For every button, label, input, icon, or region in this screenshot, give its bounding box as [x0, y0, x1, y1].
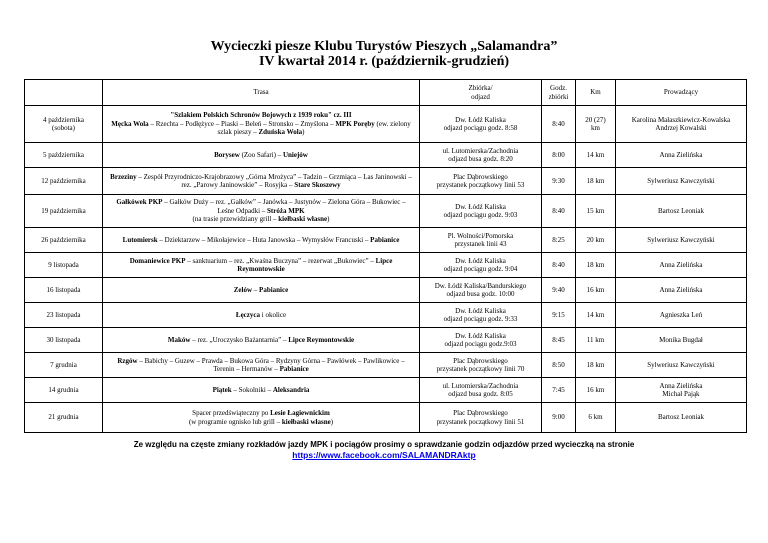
- date-cell: 19 października: [25, 195, 103, 228]
- table-row: [25, 353, 747, 378]
- date-cell: 23 listopada: [25, 303, 103, 328]
- table-row: [25, 403, 747, 433]
- route-cell: Gałkówek PKP – Gałków Duży – rez. „Gałków” – Janówka – Justynów – Zielona Góra – Bukowiec – Leśne Odpadki – Stróża MPK (na trasie przewidziany grill – kiełbaski własne): [103, 195, 420, 228]
- time-cell: 8:00: [542, 143, 576, 168]
- km-cell: 18 km: [576, 168, 616, 195]
- route-cell: Łęczyca i okolice: [103, 303, 420, 328]
- meeting-cell: ul. Lutomierska/Zachodnia odjazd busa godz. 8:05: [420, 378, 542, 403]
- route-cell: Lutomiersk – Dziektarzew – Mikołajewice – Huta Janowska – Wymysłów Francuski – Pabianice: [103, 228, 420, 253]
- meeting-cell: ul. Lutomierska/Zachodnia odjazd busa godz. 8:20: [420, 143, 542, 168]
- table-row: [25, 168, 747, 195]
- time-cell: 9:00: [542, 403, 576, 433]
- km-cell: 14 km: [576, 303, 616, 328]
- footer-text: Ze względu na częste zmiany rozkładów jazdy MPK i pociągów prosimy o sprawdzanie godzin odjazdów przed wycieczką na stronie: [133, 440, 635, 449]
- date-cell: 12 października: [25, 168, 103, 195]
- meeting-cell: Plac Dąbrowskiego przystanek początkowy linii 51: [420, 403, 542, 433]
- meeting-cell: Pl. Wolności/Pomorska przystanek linii 43: [420, 228, 542, 253]
- meeting-cell: Dw. Łódź Kaliska odjazd pociągu godz. 8:58: [420, 106, 542, 143]
- time-cell: 8:45: [542, 328, 576, 353]
- meeting-cell: Dw. Łódź Kaliska odjazd pociągu godz. 9:04: [420, 253, 542, 278]
- table-row: [25, 253, 747, 278]
- schedule-table: [24, 79, 747, 433]
- km-cell: 11 km: [576, 328, 616, 353]
- guide-cell: Anna Zielińska: [616, 278, 747, 303]
- facebook-link[interactable]: https://www.facebook.com/SALAMANDRAktp: [292, 450, 476, 460]
- guide-cell: Anna Zielińska Michał Pająk: [616, 378, 747, 403]
- meeting-cell: Dw. Łódź Kaliska odjazd pociągu godz. 9:03: [420, 195, 542, 228]
- route-cell: Borysew (Zoo Safari) – Uniejów: [103, 143, 420, 168]
- date-cell: 7 grudnia: [25, 353, 103, 378]
- route-cell: Rzgów – Babichy – Guzew – Prawda – Bukowa Góra – Rydzyny Górna – Pawłówek – Pawlikowice – Terenin – Hermanów – Pabianice: [103, 353, 420, 378]
- table-row: [25, 106, 747, 143]
- date-cell: 5 października: [25, 143, 103, 168]
- guide-cell: Agnieszka Leń: [616, 303, 747, 328]
- footer-note: [0, 440, 768, 460]
- time-cell: 8:40: [542, 195, 576, 228]
- date-cell: 26 października: [25, 228, 103, 253]
- meeting-cell: Dw. Łódź Kaliska odjazd pociągu godz. 9:33: [420, 303, 542, 328]
- table-row: [25, 378, 747, 403]
- route-cell: Domaniewice PKP – sanktuarium – rez. „Kwaśna Buczyna” – rezerwat „Bukowiec” – Lipce Reymontowskie: [103, 253, 420, 278]
- meeting-cell: Plac Dąbrowskiego przystanek początkowy linii 70: [420, 353, 542, 378]
- guide-cell: Bartosz Leoniak: [616, 403, 747, 433]
- km-cell: 16 km: [576, 278, 616, 303]
- time-cell: 9:15: [542, 303, 576, 328]
- time-cell: 9:40: [542, 278, 576, 303]
- header-row: [25, 80, 747, 106]
- title-line-1: Wycieczki piesze Klubu Turystów Pieszych „Salamandra”: [210, 39, 558, 54]
- time-cell: 8:25: [542, 228, 576, 253]
- km-cell: 20 (27) km: [576, 106, 616, 143]
- table-row: [25, 143, 747, 168]
- date-header: [25, 80, 103, 106]
- route-cell: Spacer przedświąteczny po Lesie Łagiewnickim (w programie ognisko lub grill – kiełbaski własne): [103, 403, 420, 433]
- time-cell: 9:30: [542, 168, 576, 195]
- km-cell: 6 km: [576, 403, 616, 433]
- date-cell: 4 października (sobota): [25, 106, 103, 143]
- table-row: [25, 278, 747, 303]
- guide-cell: Monika Bugdał: [616, 328, 747, 353]
- km-cell: 15 km: [576, 195, 616, 228]
- page-title: [0, 39, 768, 69]
- guide-cell: Anna Zielińska: [616, 143, 747, 168]
- time-cell: 8:40: [542, 106, 576, 143]
- meeting-cell: Dw. Łódź Kaliska odjazd pociągu godz.9:03: [420, 328, 542, 353]
- table-row: [25, 228, 747, 253]
- date-cell: 14 grudnia: [25, 378, 103, 403]
- date-cell: 16 listopada: [25, 278, 103, 303]
- route-cell: Piątek – Sokolniki – Aleksandria: [103, 378, 420, 403]
- time-cell: 8:40: [542, 253, 576, 278]
- km-cell: 16 km: [576, 378, 616, 403]
- guide-cell: Sylweriusz Kawczyński: [616, 353, 747, 378]
- guide-header: Prowadzący: [616, 80, 747, 106]
- table-row: [25, 328, 747, 353]
- guide-cell: Sylweriusz Kawczyński: [616, 228, 747, 253]
- route-header: Trasa: [103, 80, 420, 106]
- meeting-cell: Dw. Łódź Kaliska/Bandurskiego odjazd busa godz. 10:00: [420, 278, 542, 303]
- table-row: [25, 303, 747, 328]
- km-cell: 18 km: [576, 353, 616, 378]
- date-cell: 21 grudnia: [25, 403, 103, 433]
- table-row: [25, 195, 747, 228]
- guide-cell: Bartosz Leoniak: [616, 195, 747, 228]
- time-cell: 7:45: [542, 378, 576, 403]
- km-header: Km: [576, 80, 616, 106]
- guide-cell: Sylweriusz Kawczyński: [616, 168, 747, 195]
- date-cell: 9 listopada: [25, 253, 103, 278]
- km-cell: 18 km: [576, 253, 616, 278]
- route-cell: "Szlakiem Polskich Schronów Bojowych z 1939 roku" cz. III Męcka Wola – Rzechta – Podłężyce – Piaski – Beleń – Stronsko – Zmyślona – MPK Poręby (ew. zielony szlak pieszy – Zduńska Wola): [103, 106, 420, 143]
- meeting-cell: Plac Dąbrowskiego przystanek początkowy linii 53: [420, 168, 542, 195]
- route-cell: Maków – rez. „Uroczysko Bażantarnia” – Lipce Reymontowskie: [103, 328, 420, 353]
- date-cell: 30 listopada: [25, 328, 103, 353]
- guide-cell: Anna Zielińska: [616, 253, 747, 278]
- time-header: Godz. zbiórki: [542, 80, 576, 106]
- km-cell: 20 km: [576, 228, 616, 253]
- km-cell: 14 km: [576, 143, 616, 168]
- route-cell: Zelów – Pabianice: [103, 278, 420, 303]
- title-line-2: IV kwartał 2014 r. (październik-grudzień): [258, 54, 510, 69]
- meeting-header: Zbiórka/ odjazd: [420, 80, 542, 106]
- time-cell: 8:50: [542, 353, 576, 378]
- guide-cell: Karolina Małaszkiewicz-Kowalska Andrzej Kowalski: [616, 106, 747, 143]
- route-cell: Brzeziny – Zespół Przyrodniczo-Krajobrazowy „Górna Mrożyca” – Tadzin – Grzmiąca – Las Janinowski – rez. „Parowy Janinowskie” – Rosyjka – Stare Skoszewy: [103, 168, 420, 195]
